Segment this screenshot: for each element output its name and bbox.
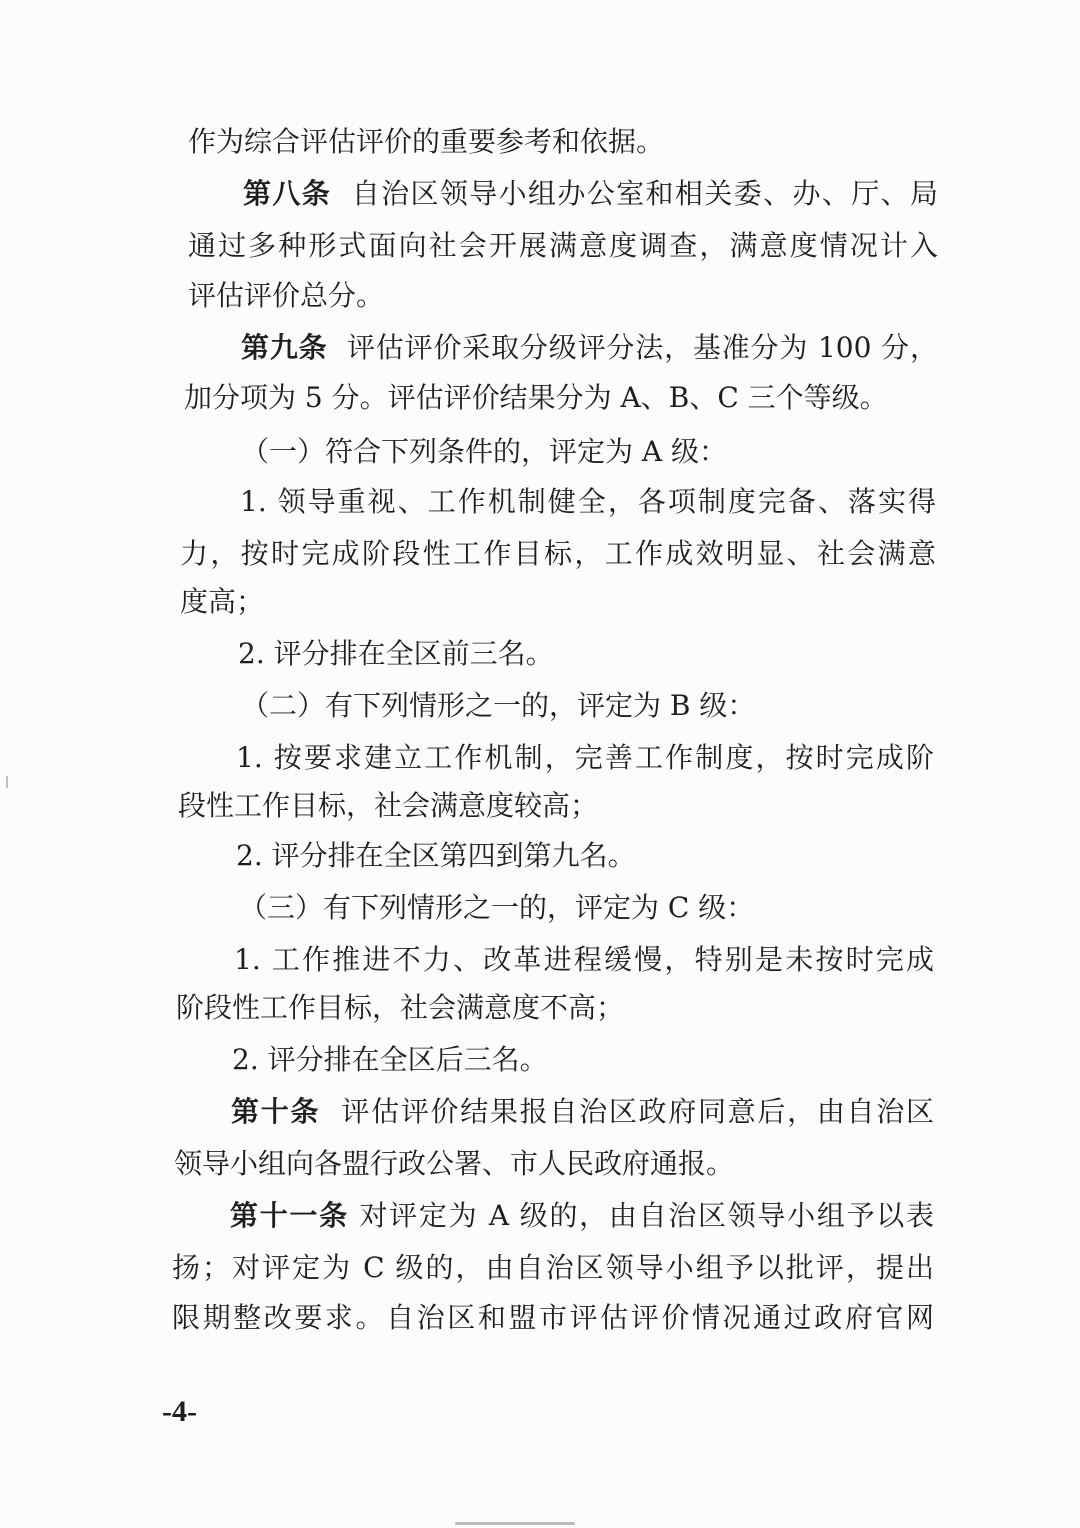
text-line: 1. 按要求建立工作机制，完善工作制度，按时完成阶: [236, 741, 934, 774]
text-line: 作为综合评估评价的重要参考和依据。: [188, 125, 665, 158]
text-line: 阶段性工作目标，社会满意度不高；: [176, 991, 625, 1024]
text-line: 段性工作目标，社会满意度较高；: [178, 789, 599, 822]
text-line: 力，按时完成阶段性工作目标，工作成效明显、社会满意: [180, 537, 936, 570]
text-line: 领导小组向各盟行政公署、市人民政府通报。: [174, 1147, 735, 1180]
subsection-heading: （一）符合下列条件的，评定为 A 级：: [241, 435, 728, 468]
scan-speck: [6, 776, 8, 788]
text-line: 度高；: [180, 585, 265, 618]
text-line: 限期整改要求。自治区和盟市评估评价情况通过政府官网: [172, 1301, 934, 1334]
article-heading: 第九条: [241, 331, 328, 364]
article-9-line: 第九条 评估评价采取分级评分法，基准分为 100 分，: [241, 331, 938, 364]
text-line: 扬；对评定为 C 级的，由自治区领导小组予以批评，提出: [172, 1251, 934, 1284]
article-heading: 第八条: [243, 177, 332, 210]
article-heading: 第十一条: [230, 1199, 349, 1232]
scan-edge-mark: [455, 1522, 575, 1525]
article-8-line: 第八条 自治区领导小组办公室和相关委、办、厅、局: [243, 177, 938, 210]
subsection-heading: （二）有下列情形之一的，评定为 B 级：: [241, 689, 756, 722]
text-line: 通过多种形式面向社会开展满意度调查，满意度情况计入: [188, 229, 938, 262]
text-line: 1. 工作推进不力、改革进程缓慢，特别是未按时完成: [234, 943, 934, 976]
text-line: 2. 评分排在全区后三名。: [232, 1043, 548, 1076]
article-11-line: 第十一条 对评定为 A 级的，由自治区领导小组予以表: [230, 1199, 934, 1232]
article-10-line: 第十条 评估评价结果报自治区政府同意后，由自治区: [231, 1095, 934, 1128]
page-number: -4-: [162, 1395, 197, 1428]
text-line: 2. 评分排在全区前三名。: [238, 637, 554, 670]
subsection-heading: （三）有下列情形之一的，评定为 C 级：: [239, 891, 755, 924]
text-line: 2. 评分排在全区第四到第九名。: [236, 839, 636, 872]
article-heading: 第十条: [231, 1095, 321, 1128]
text-line: 1. 领导重视、工作机制健全，各项制度完备、落实得: [240, 485, 936, 518]
text-line: 加分项为 5 分。评估评价结果分为 A、B、C 三个等级。: [184, 381, 888, 414]
text-line: 评估评价总分。: [188, 279, 385, 312]
